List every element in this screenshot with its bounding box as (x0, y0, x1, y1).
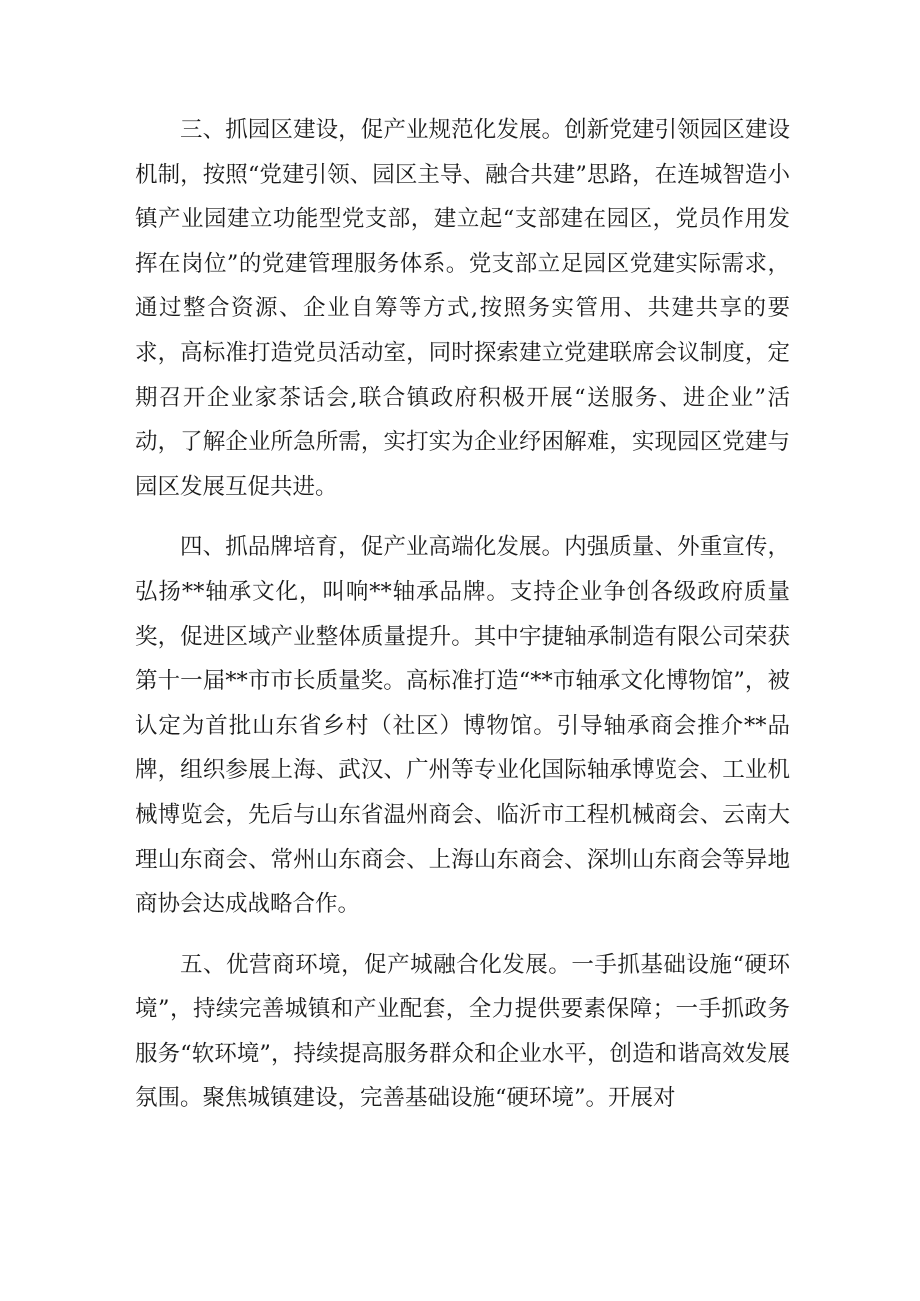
paragraph-brand-cultivation: 四、抓品牌培育，促产业高端化发展。内强质量、外重宣传，弘扬**轴承文化，叫响**轴承品牌。支持企业争创各级政府质量奖，促进区域产业整体质量提升。其中宇捷轴承制造有限公司荣获第十一届**市市长质量奖。高标准打造“**市轴承文化博物馆”，被认定为首批山东省乡村（社区）博物馆。引导轴承商会推介**品牌，组织参展上海、武汉、广州等专业化国际轴承博览会、工业机械博览会，先后与山东省温州商会、临沂市工程机械商会、云南大理山东商会、常州山东商会、上海山东商会、深圳山东商会等异地商协会达成战略合作。 (135, 534, 790, 918)
document-body (135, 108, 790, 1121)
paragraph-business-environment: 五、优营商环境，促产城融合化发展。一手抓基础设施“硬环境”，持续完善城镇和产业配套，全力提供要素保障；一手抓政务服务“软环境”，持续提高服务群众和企业水平，创造和谐高效发展氛围。聚焦城镇建设，完善基础设施“硬环境”。开展对 (135, 951, 790, 1112)
paragraph-park-construction: 三、抓园区建设，促产业规范化发展。创新党建引领园区建设机制，按照“党建引领、园区主导、融合共建”思路，在连城智造小镇产业园建立功能型党支部，建立起“支部建在园区，党员作用发挥在岗位”的党建管理服务体系。党支部立足园区党建实际需求，通过整合资源、企业自筹等方式,按照务实管用、共建共享的要求，高标准打造党员活动室，同时探索建立党建联席会议制度，定期召开企业家茶话会,联合镇政府积极开展“送服务、进企业”活动，了解企业所急所需，实打实为企业纾困解难，实现园区党建与园区发展互促共进。 (135, 117, 790, 500)
